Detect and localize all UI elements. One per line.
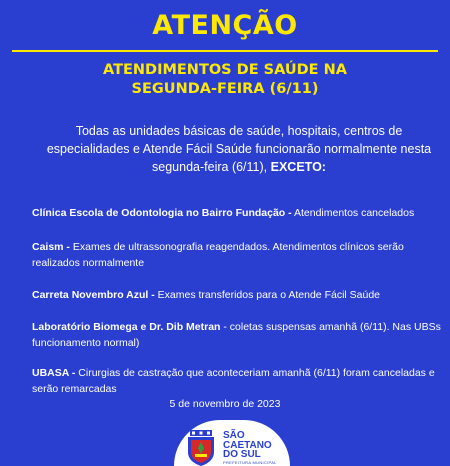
city-name — [223, 431, 272, 460]
intro-emphasis: EXCETO: — [270, 160, 326, 174]
list-item — [32, 206, 442, 222]
item-name: Caism - — [32, 241, 70, 253]
list-item — [32, 366, 442, 397]
city-tagline: PREFEITURA MUNICIPAL — [223, 460, 277, 465]
city-crest-icon — [184, 430, 218, 466]
subtitle — [0, 61, 450, 99]
item-name: UBASA - — [32, 367, 76, 379]
item-detail: Exames transferidos para o Atende Fácil Saúde — [154, 289, 381, 301]
list-item — [32, 288, 442, 304]
city-name-line-1: SÃO — [223, 430, 245, 441]
city-name-line-3: DO SUL — [223, 449, 261, 460]
item-name: Clínica Escola de Odontologia no Bairro Fundação - — [32, 207, 292, 219]
item-detail: - coletas suspensas amanhã (6/11). Nas UBSs funcionamento normal) — [32, 321, 441, 349]
title: ATENÇÃO — [152, 10, 298, 41]
list-item — [32, 240, 442, 271]
item-name: Carreta Novembro Azul - — [32, 289, 155, 301]
item-detail: Cirurgias de castração que aconteceriam amanhã (6/11) foram canceladas e serão remarcadas — [32, 367, 435, 395]
item-detail: Atendimentos cancelados — [291, 207, 415, 219]
title-underline — [12, 50, 438, 52]
item-name: Laboratório Biomega e Dr. Dib Metran — [32, 321, 221, 333]
subtitle-line-2: SEGUNDA-FEIRA (6/11) — [131, 81, 319, 97]
subtitle-line-1: ATENDIMENTOS DE SAÚDE NA — [103, 62, 347, 78]
city-logo — [174, 420, 290, 466]
intro-text: Todas as unidades básicas de saúde, hospitais, centros de especialidades e Atende Fácil Saúde funcionarão normalmente nesta segunda-feira (6/11), — [46, 124, 432, 174]
item-detail: Exames de ultrassonografia reagendados. Atendimentos clínicos serão realizados normalmente — [32, 241, 404, 269]
list-item — [32, 320, 442, 351]
date: 5 de novembro de 2023 — [169, 398, 281, 410]
city-name-line-2: CAETANO — [223, 439, 272, 451]
intro-paragraph — [38, 122, 440, 176]
